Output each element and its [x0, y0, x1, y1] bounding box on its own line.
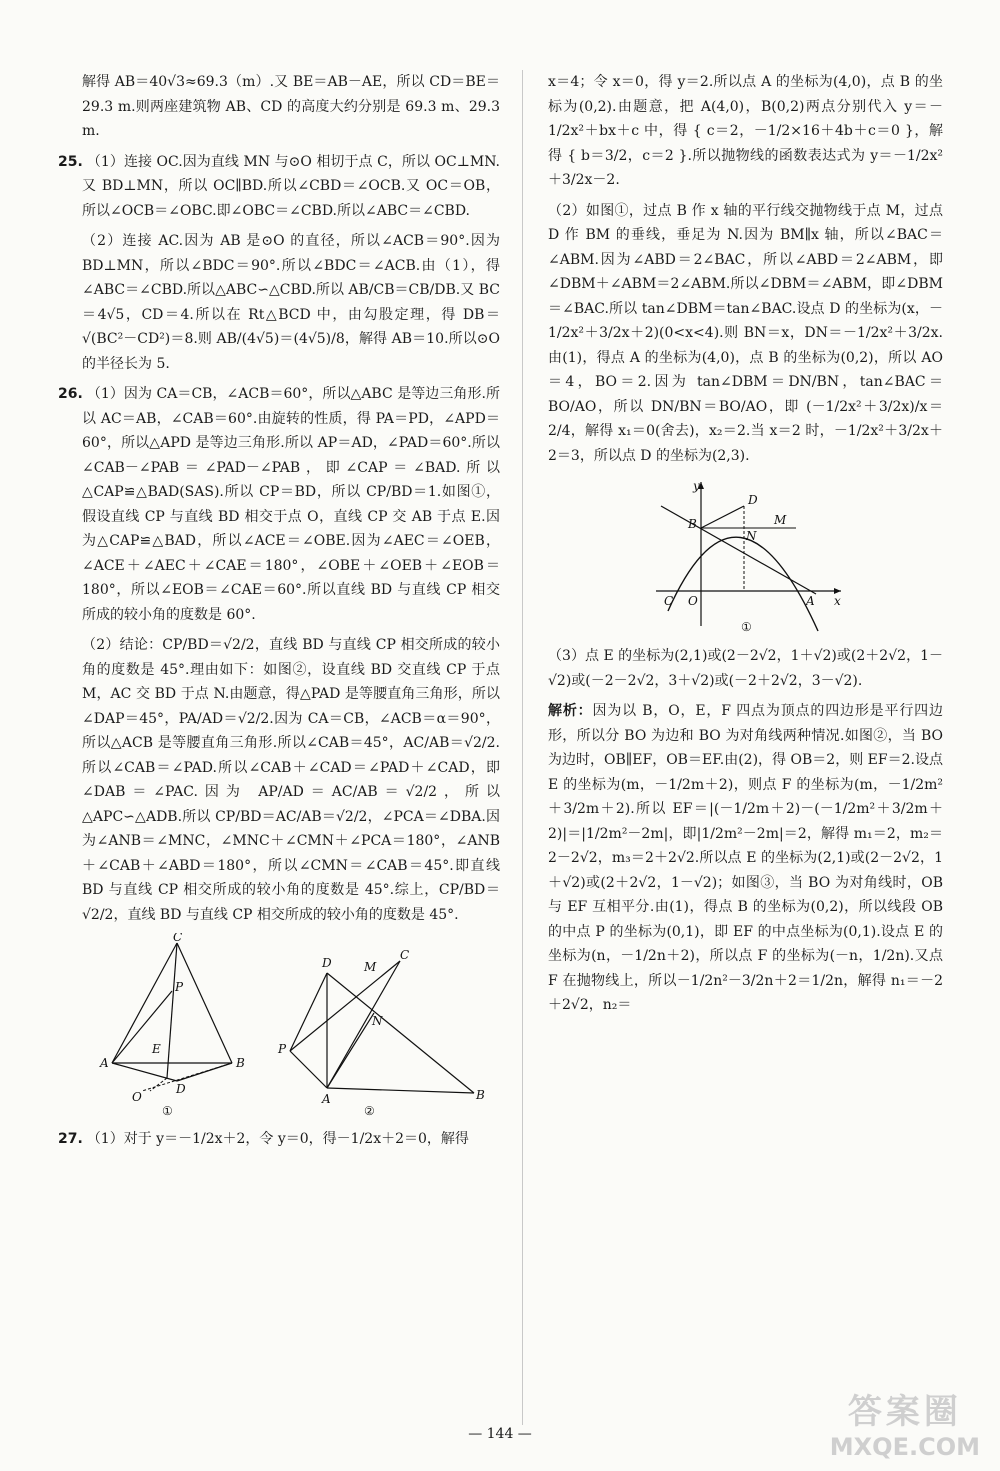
figure-1-number: ①: [162, 1104, 173, 1118]
question-26-part2: （2）结论：CP/BD＝√2/2，直线 BD 与直线 CP 相交所成的较小角的度数是 45°.理由如下：如图②，设直线 BD 交直线 CP 于点 M，AC 交 BD 于点 N.由题意，得△PAD 是等腰直角三角形，所以∠DAP＝45°，PA/AD＝√2/2.因为 CA＝CB，∠ACB＝α＝90°，所以△ACB 是等腰直角三角形.所以∠CAB＝45°，AC/AB＝√2/2.所以∠CAB＝∠PAD.所以∠CAB＋∠CAD＝∠PAD＋∠CAD，即∠DAB＝∠PAC.因为 AP/AD＝AC/AB＝√2/2，所以△APC∽△ADB.所以 CP/BD＝AC/AB＝√2/2，∠PCA＝∠DBA.因为∠ANB＝∠MNC，∠MNC＋∠CMN＋∠PCA＝180°，∠ANB＋∠CAB＋∠ABD＝180°，所以∠CMN＝∠CAB＝45°.即直线 BD 与直线 CP 相交所成的较小角的度数是 45°.综上，CP/BD＝√2/2，直线 BD 与直线 CP 相交所成的较小角的度数是 45°.: [82, 637, 500, 923]
figure-1: [99, 933, 245, 1118]
label-A: A: [100, 1056, 109, 1070]
question-number: 25.: [58, 153, 83, 170]
paragraph-text: （1）连接 OC.因为直线 MN 与⊙O 相切于点 C，所以 OC⊥MN.又 BD⊥MN，所以 OC∥BD.所以∠CBD＝∠OCB.又 OC＝OB，所以∠OCB＝∠OBC.即∠OBC＝∠CBD.所以∠ABC＝∠CBD.: [82, 153, 500, 219]
question-27-part1: [58, 1127, 500, 1152]
label-O: O: [687, 594, 698, 608]
label-P: P: [278, 1042, 287, 1056]
paragraph-text: （1）对于 y＝－1/2x＋2，令 y＝0，得－1/2x＋2＝0，解得: [86, 1131, 469, 1147]
label-B: B: [687, 517, 697, 531]
watermark-line2: MXQE.COM: [829, 1433, 980, 1461]
question-25-part1: [58, 150, 500, 224]
paragraph: （2）如图①，过点 B 作 x 轴的平行线交抛物线于点 M，过点 D 作 BM 的垂线，垂足为 N.因为 BM∥x 轴，所以∠BAC＝∠ABM.因为∠ABD＝2∠BAC，所以∠ABD＝2∠ABM，即∠DBM＋∠ABM＝2∠ABM.所以∠DBM＝∠ABM，即∠DBM＝∠BAC.所以 tan∠DBM＝tan∠BAC.设点 D 的坐标为(x，－1/2x²＋3/2x＋2)(0<x<4).则 BN＝x，DN＝－1/2x²＋3/2x.由(1)，得点 A 的坐标为(4,0)，点 B 的坐标为(0,2)，所以 AO＝4，BO＝2.因为 tan∠DBM＝DN/BN，tan∠BAC＝BO/AO，所以 DN/BN＝BO/AO，即 (－1/2x²＋3/2x)/x＝2/4，解得 x₁＝0(舍去)，x₂＝2.当 x＝2 时，－1/2x²＋3/2x＋2＝3，所以点 D 的坐标为(2,3).: [548, 202, 943, 464]
page-number: — 144 —: [468, 1426, 532, 1442]
left-column: [58, 70, 500, 1158]
paragraph: （3）点 E 的坐标为(2,1)或(2－2√2，1＋√2)或(2＋2√2，1－√2)或(－2－2√2，3＋√2)或(－2＋2√2，3－√2).: [548, 648, 943, 689]
question-number: 26.: [58, 386, 83, 402]
label-C: C: [173, 933, 183, 944]
watermark-line1: 答案圈: [847, 1392, 962, 1432]
watermark: [830, 1384, 980, 1461]
label-x: x: [833, 594, 841, 608]
label-M: M: [773, 513, 786, 527]
label-N: N: [745, 529, 756, 543]
question-25-part2: （2）连接 AC.因为 AB 是⊙O 的直径，所以∠ACB＝90°.因为 BD⊥MN，所以∠BDC＝90°.所以∠BDC＝∠ACB.由（1），得∠ABC＝∠CBD.所以△ABC∽△CBD.所以 AB/CB＝CB/DB.又 BC＝4√5，CD＝4.所以在 Rt△BCD 中，由勾股定理，得 DB＝√(BC²－CD²)＝8.则 AB/(4√5)＝(4√5)/8，解得 AB＝10.所以⊙O 的半径长为 5.: [82, 233, 500, 372]
label-N: N: [372, 1014, 383, 1028]
label-D: D: [322, 956, 332, 970]
parabola-figure: [646, 476, 846, 636]
label-M: M: [364, 960, 377, 974]
paragraph-text: （1）因为 CA＝CB，∠ACB＝60°，所以△ABC 是等边三角形.所以 AC＝AB，∠CAB＝60°.由旋转的性质，得 PA＝PD，∠APD＝60°，所以△APD 是等边三角形.所以 AP＝AD，∠PAD＝60°.所以∠CAB－∠PAB＝∠PAD－∠PAB，即∠CAP＝∠BAD.所以△CAP≌△BAD(SAS).所以 CP＝BD，所以 CP/BD＝1.如图①，假设直线 CP 与直线 BD 相交于点 O，直线 CP 交 AB 于点 E.因为△CAP≌△BAD，所以∠ACE＝∠OBE.因为∠AEC＝∠OEB，∠ACE＋∠AEC＋∠CAE＝180°，∠OBE＋∠OEB＋∠EOB＝180°，所以∠EOB＝∠CAE＝60°.所以直线 BD 与直线 CP 相交所成的较小角的度数是 60°.: [82, 386, 500, 623]
label-B: B: [476, 1088, 485, 1102]
geometry-figures: [82, 933, 500, 1123]
label-y: y: [692, 479, 700, 493]
column-divider: [522, 70, 523, 1425]
figure-2-number: ②: [364, 1104, 375, 1118]
paragraph: 解得 AB＝40√3≈69.3（m）.又 BE＝AB－AE，所以 CD＝BE＝29.3 m.则两座建筑物 AB、CD 的高度大约分别是 69.3 m、29.3 m.: [82, 74, 500, 139]
label-A: A: [322, 1092, 331, 1106]
figure-number: ①: [740, 620, 752, 634]
label-E: E: [152, 1042, 161, 1056]
label-C: C: [400, 948, 410, 962]
label-O: O: [132, 1090, 142, 1104]
question-number: 27.: [58, 1131, 83, 1147]
paragraph: x＝4；令 x＝0，得 y＝2.所以点 A 的坐标为(4,0)，点 B 的坐标为(0,2).由题意，把 A(4,0)，B(0,2)两点分别代入 y＝－1/2x²＋bx＋c 中，得 { c＝2，－1/2×16＋4b＋c＝0 }，解得 { b＝3/2，c＝2 }.所以抛物线的函数表达式为 y＝－1/2x²＋3/2x－2.: [548, 74, 943, 188]
label-C: C: [663, 594, 673, 608]
label-D: D: [176, 1082, 186, 1096]
right-column: [548, 70, 943, 1024]
label-P: P: [175, 980, 184, 994]
analysis-paragraph: [548, 699, 943, 1018]
figure-2: [277, 948, 485, 1118]
question-26-part1: [58, 382, 500, 627]
label-B: B: [236, 1056, 245, 1070]
label-A: A: [805, 594, 815, 608]
analysis-text: 因为以 B，O，E，F 四点为顶点的四边形是平行四边形，所以分 BO 为边和 BO 为对角线两种情况.如图②，当 BO 为边时，OB∥EF，OB＝EF.由(2)，得 OB＝2，则 EF＝2.设点 E 的坐标为(m，－1/2m＋2)，则点 F 的坐标为(m，－1/2m²＋3/2m＋2).所以 EF＝|(－1/2m＋2)－(－1/2m²＋3/2m＋2)|＝|1/2m²－2m|，即|1/2m²－2m|＝2，解得 m₁＝2，m₂＝2－2√2，m₃＝2＋2√2.所以点 E 的坐标为(2,1)或(2－2√2，1＋√2)或(2＋2√2，1－√2)；如图③，当 BO 为对角线时，OB 与 EF 互相平分.由(1)，得点 B 的坐标为(0,2)，所以线段 OB 的中点 P 的坐标为(0,1)，即 EF 的中点坐标为(0,1).设点 E 的坐标为(n，－1/2n＋2)，所以点 F 的坐标为(－n，1/2n).又点 F 在抛物线上，所以－1/2n²－3/2n＋2＝1/2n，解得 n₁＝－2＋2√2，n₂＝: [548, 703, 944, 1013]
analysis-label: 解析：: [548, 703, 593, 719]
label-D: D: [747, 493, 758, 507]
